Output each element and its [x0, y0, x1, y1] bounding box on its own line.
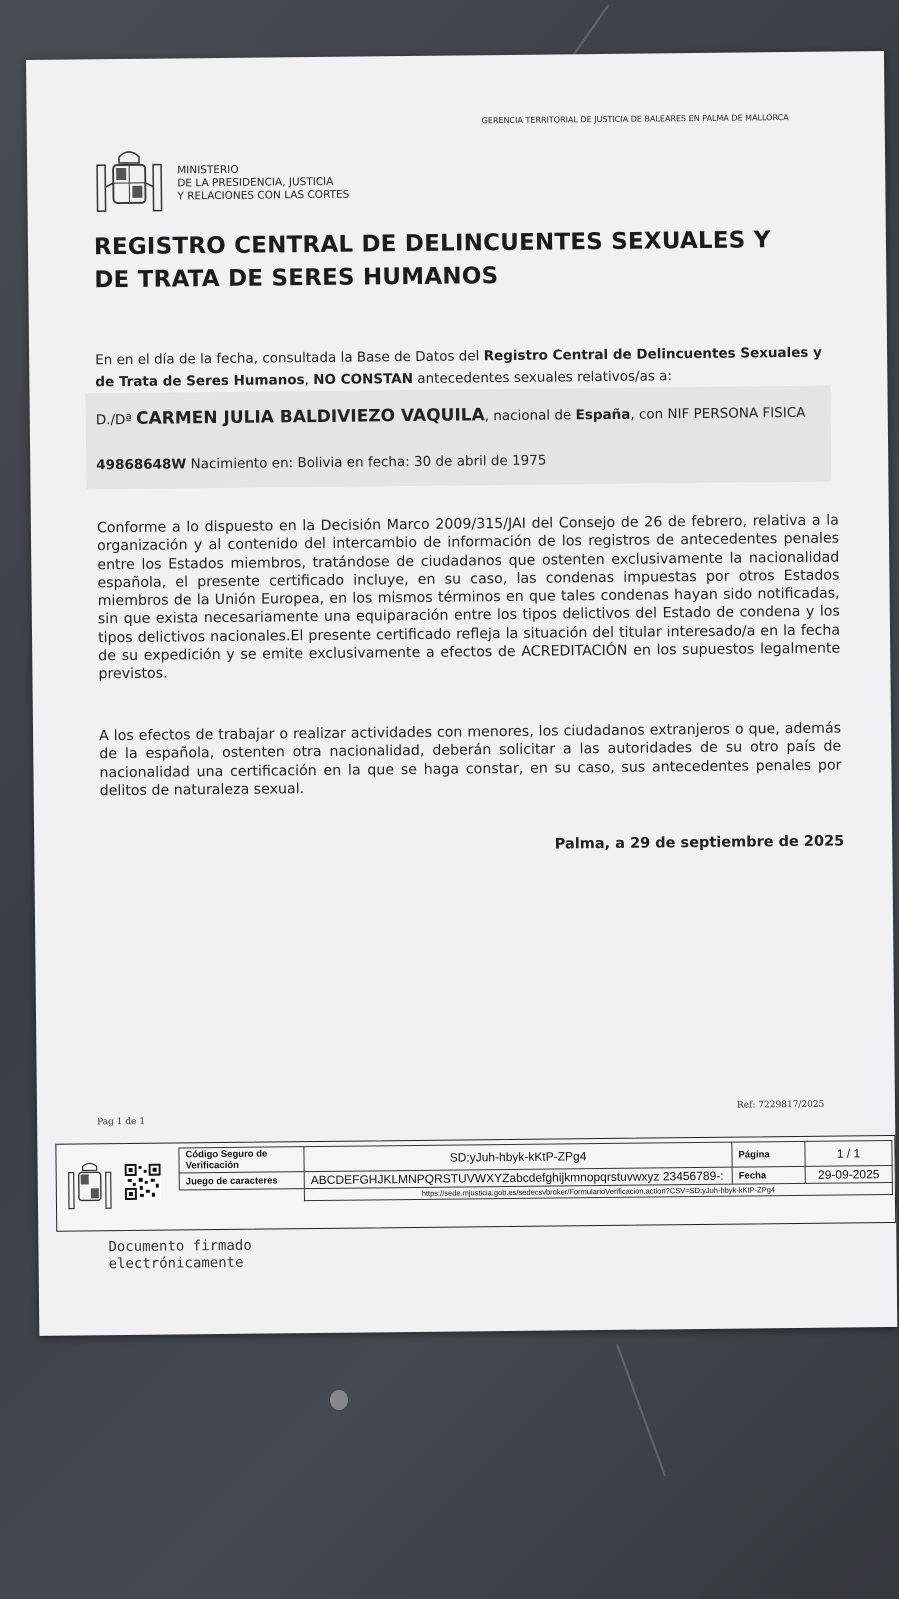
signed-note-line: Documento firmado: [108, 1237, 252, 1256]
person-prefix: D./Dª: [95, 411, 137, 429]
ministry-line: Y RELACIONES CON LAS CORTES: [177, 188, 350, 203]
intro-statement: [95, 341, 840, 393]
signed-electronically-note: [108, 1238, 252, 1273]
signed-note-line: electrónicamente: [108, 1254, 244, 1273]
intro-part: antecedentes sexuales relativos/as a:: [412, 368, 673, 387]
ministry-line: DE LA PRESIDENCIA, JUSTICIA: [177, 175, 334, 190]
person-nationality: España: [575, 406, 631, 424]
registry-name: Registro Central de Delincuentes Sexuales y de Trata de Seres Humanos: [95, 344, 823, 391]
date-value: 29-09-2025: [805, 1165, 892, 1183]
page-label: Página: [732, 1141, 805, 1167]
page-value: 1 / 1: [805, 1140, 892, 1166]
charset-label: Juego de caracteres: [179, 1172, 304, 1190]
person-nif: 49868648W: [96, 456, 187, 474]
ministry-line: MINISTERIO: [177, 163, 239, 177]
spain-coat-of-arms-icon: [95, 147, 164, 218]
person-highlight-box: [85, 386, 831, 490]
surface-scratch: [573, 5, 609, 55]
ministry-name: [177, 163, 349, 204]
certificate-paper: [26, 51, 897, 1336]
legal-paragraph-2: A los efectos de trabajar o realizar actividades con menores, los ciudadanos extranjeros o que, además de la española, ostenten otra nacionalidad, deberán solicitar a las autoridades de su otro país de nacionalidad una certificación en la que se haga constar, en su caso, sus antecedentes penales por delitos de naturaleza sexual.: [99, 720, 842, 800]
no-constan-text: NO CONSTAN: [313, 370, 414, 389]
surface-scratch: [330, 1390, 348, 1410]
gerencia-header: GERENCIA TERRITORIAL DE JUSTICIA DE BALEARES EN PALMA DE MALLORCA: [481, 113, 789, 126]
issue-date-line: Palma, a 29 de septiembre de 2025: [554, 833, 845, 853]
charset-value: ABCDEFGHJKLMNPQRSTUVWXYZabcdefghijkmnopqrstuvwxyz 23456789-:: [304, 1167, 732, 1188]
person-name: CARMEN JULIA BALDIVIEZO VAQUILA: [135, 405, 485, 429]
reference-number: Ref: 7229817/2025: [736, 1099, 825, 1111]
qr-code-icon: [125, 1164, 161, 1200]
title-line: REGISTRO CENTRAL DE DELINCUENTES SEXUALES Y: [93, 227, 771, 261]
spain-coat-of-arms-icon: [67, 1160, 114, 1212]
person-birth: Nacimiento en: Bolivia en fecha: 30 de abril de 1975: [186, 452, 547, 473]
verification-box: [55, 1135, 896, 1232]
nif-label: , con NIF PERSONA FISICA: [630, 404, 806, 423]
title-line: DE TRATA DE SERES HUMANOS: [94, 263, 499, 294]
nationality-label: , nacional de: [484, 407, 576, 425]
intro-part: ,: [304, 372, 314, 389]
verification-url[interactable]: https://sede.mjusticia.gob.es/sedecsvbroker/FormularioVerificacion.action?CSV=SD:yJuh-hbyk-kKtP-ZPg4: [304, 1182, 892, 1200]
legal-paragraph-1: Conforme a lo dispuesto en la Decisión Marco 2009/315/JAI del Consejo de 26 de febrero, relativa a la organización y al contenido del intercambio de información de los registros de antecedentes penales entre los Estados miembros, tratándose de ciudadanos que ostenten exclusivamente la nacionalidad española, el presente certificado incluye, en su caso, las condenas impuestas por otros Estados miembros de la Unión Europea, en los mismos términos en que tales condenas hayan sido notificadas, sin que exista necesariamente una equiparación entre los tipos delictivos del Estado de condena y los tipos delictivos nacionales.El presente certificado refleja la situación del titular interesado/a en la fecha de su expedición y se emite exclusivamente a efectos de ACREDITACIÓN en los supuestos legalmente previstos.: [96, 512, 841, 683]
page-number: Pag 1 de 1: [97, 1116, 146, 1128]
document-title: [94, 223, 855, 297]
csv-label: Código Seguro de Verificación: [179, 1147, 304, 1173]
surface-scratch: [616, 1344, 666, 1476]
date-label: Fecha: [732, 1166, 805, 1184]
intro-part: En en el día de la fecha, consultada la Base de Datos del: [95, 348, 484, 369]
verification-table: [178, 1140, 893, 1202]
csv-value: SD:yJuh-hbyk-kKtP-ZPg4: [304, 1142, 732, 1171]
